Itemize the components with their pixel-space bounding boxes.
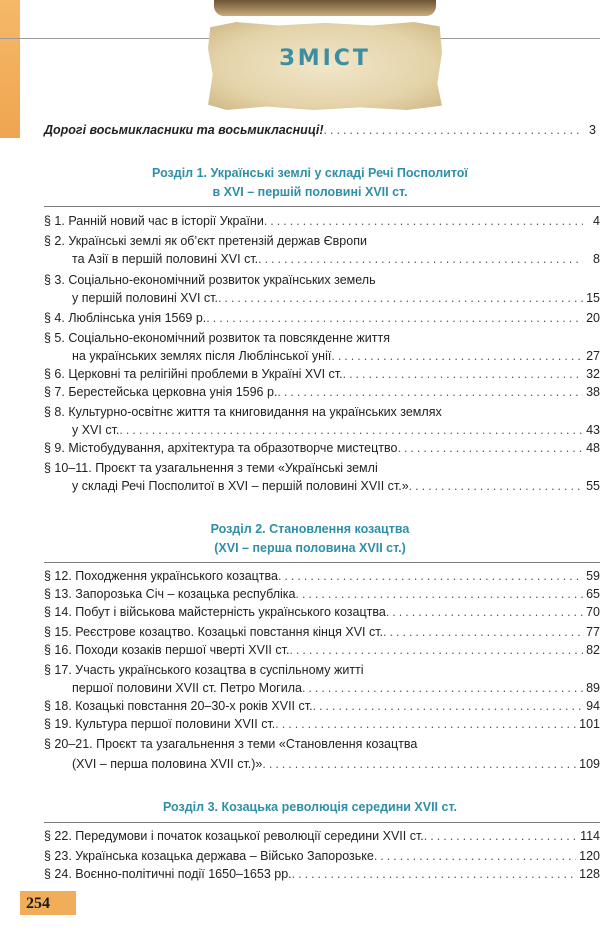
toc-entry-6[interactable]	[44, 366, 600, 382]
toc-entry-intro-title: Дорогі восьмикласники та восьмикласниці!	[44, 123, 324, 137]
toc-entry-page: 109	[579, 757, 600, 771]
section-2-heading-line-2: (XVI – перша половина XVII ст.)	[214, 541, 406, 555]
dot-leader	[331, 348, 583, 364]
toc-entry-title: § 12. Походження українського козацтва	[44, 569, 278, 583]
toc-entry-title: § 18. Козацькі повстання 20–30-х років XVII ст.	[44, 699, 313, 713]
toc-entry-page: 82	[586, 643, 600, 657]
toc-entry-page: 48	[586, 441, 600, 455]
toc-entry-title: § 23. Українська козацька держава – Військо Запорозьке	[44, 849, 374, 863]
toc-entry-page: 77	[586, 625, 600, 639]
toc-entry-5-line-1[interactable]: § 5. Соціально-економічний розвиток та повсякденне життя	[44, 331, 390, 345]
toc-entry-title: § 7. Берестейська церковна унія 1596 р.	[44, 385, 278, 399]
dot-leader	[397, 440, 583, 456]
dot-leader	[119, 422, 583, 438]
dot-leader	[302, 680, 583, 696]
dot-leader	[386, 604, 583, 620]
toc-entry-22[interactable]	[44, 828, 600, 844]
toc-entry-9[interactable]	[44, 440, 600, 456]
section-2-heading-line-1: Розділ 2. Становлення козацтва	[210, 522, 410, 536]
dot-leader	[264, 213, 583, 229]
toc-entry-page: 59	[586, 569, 600, 583]
toc-entry-page: 114	[580, 829, 600, 843]
toc-entry-13[interactable]	[44, 586, 600, 602]
toc-entry-title: § 22. Передумови і початок козацької революції середини XVII ст.	[44, 829, 424, 843]
toc-entry-8[interactable]	[72, 422, 600, 438]
dot-leader	[324, 122, 579, 138]
toc-entry-page: 32	[586, 367, 600, 381]
toc-entry-page: 38	[586, 385, 600, 399]
toc-entry-15[interactable]	[44, 624, 600, 640]
dot-leader	[289, 642, 583, 658]
toc-entry-8-line-1[interactable]: § 8. Культурно-освітнє життя та книговидання на українських землях	[44, 405, 442, 419]
toc-entry-17[interactable]	[72, 680, 600, 696]
section-1-heading-line-2: в XVI – першій половині XVII ст.	[212, 185, 408, 199]
toc-entry-title: та Азії в першій половині XVI ст.	[72, 252, 259, 266]
toc-entry-title: (XVI – перша половина XVII ст.)»	[72, 757, 263, 771]
toc-entry-title: § 15. Реєстрове козацтво. Козацькі повстання кінця XVI ст.	[44, 625, 384, 639]
toc-entry-page: 70	[586, 605, 600, 619]
dot-leader	[275, 716, 576, 732]
toc-entry-page: 15	[586, 291, 600, 305]
toc-entry-10[interactable]	[72, 478, 600, 494]
toc-entry-page: 27	[586, 349, 600, 363]
toc-entry-23[interactable]	[44, 848, 600, 864]
toc-entry-title: на українських землях після Люблінської унії	[72, 349, 332, 363]
toc-entry-3[interactable]	[72, 290, 600, 306]
scroll-roll-decoration	[214, 0, 436, 16]
toc-entry-page: 8	[593, 252, 600, 266]
toc-entry-page: 20	[586, 311, 600, 325]
toc-entry-title: § 19. Культура першої половини XVII ст.	[44, 717, 276, 731]
toc-entry-17-line-1[interactable]: § 17. Участь українського козацтва в суспільному житті	[44, 663, 364, 677]
toc-entry-intro[interactable]	[44, 122, 596, 138]
toc-entry-1[interactable]	[44, 213, 600, 229]
toc-entry-4[interactable]	[44, 310, 600, 326]
toc-entry-title: § 6. Церковні та релігійні проблеми в Україні XVI ст.	[44, 367, 343, 381]
toc-entry-3-line-1[interactable]: § 3. Соціально-економічний розвиток українських земель	[44, 273, 376, 287]
toc-entry-page: 128	[579, 867, 600, 881]
dot-leader	[292, 866, 577, 882]
toc-entry-5[interactable]	[72, 348, 600, 364]
toc-entry-title: у складі Речі Посполитої в XVI – першій половині XVII ст.»	[72, 479, 409, 493]
toc-entry-page: 65	[586, 587, 600, 601]
toc-entry-20-line-1[interactable]: § 20–21. Проєкт та узагальнення з теми «Становлення козацтва	[44, 737, 418, 751]
dot-leader	[313, 698, 583, 714]
toc-entry-18[interactable]	[44, 698, 600, 714]
toc-entry-20[interactable]	[72, 756, 600, 772]
page-title: ЗМІСТ	[279, 46, 371, 71]
toc-entry-title: § 16. Походи козаків першої чверті XVII ст.	[44, 643, 290, 657]
toc-entry-page: 55	[586, 479, 600, 493]
toc-entry-2[interactable]	[72, 251, 600, 267]
toc-entry-14[interactable]	[44, 604, 600, 620]
dot-leader	[277, 384, 583, 400]
toc-entry-7[interactable]	[44, 384, 600, 400]
page-number: 254	[26, 895, 50, 912]
toc-entry-title: першої половини XVII ст. Петро Могила	[72, 681, 302, 695]
toc-entry-page: 4	[593, 214, 600, 228]
toc-entry-title: у XVI ст.	[72, 423, 120, 437]
toc-entry-title: § 1. Ранній новий час в історії України	[44, 214, 264, 228]
toc-entry-title: § 9. Містобудування, архітектура та образотворче мистецтво	[44, 441, 398, 455]
toc-entry-page: 43	[586, 423, 600, 437]
toc-entry-10-line-1[interactable]: § 10–11. Проєкт та узагальнення з теми «Українські землі	[44, 461, 378, 475]
dot-leader	[343, 366, 583, 382]
section-1-separator	[44, 206, 600, 207]
toc-entry-2-line-1[interactable]: § 2. Українські землі як об’єкт претензій держав Європи	[44, 234, 367, 248]
toc-entry-title: у першій половині XVI ст.	[72, 291, 218, 305]
toc-entry-page: 101	[579, 717, 600, 731]
dot-leader	[262, 756, 576, 772]
toc-entry-page: 94	[586, 699, 600, 713]
dot-leader	[278, 568, 583, 584]
section-2-separator	[44, 562, 600, 563]
toc-entry-page: 89	[586, 681, 600, 695]
toc-entry-12[interactable]	[44, 568, 600, 584]
dot-leader	[206, 310, 583, 326]
toc-entry-24[interactable]	[44, 866, 600, 882]
dot-leader	[424, 828, 577, 844]
dot-leader	[374, 848, 576, 864]
toc-entry-16[interactable]	[44, 642, 600, 658]
dot-leader	[218, 290, 583, 306]
toc-entry-title: § 13. Запорозька Січ – козацька республіка	[44, 587, 296, 601]
toc-entry-19[interactable]	[44, 716, 600, 732]
toc-entry-title: § 24. Воєнно-політичні події 1650–1653 рр.	[44, 867, 292, 881]
dot-leader	[296, 586, 583, 602]
toc-entry-page: 120	[579, 849, 600, 863]
section-3-separator	[44, 822, 600, 823]
dot-leader	[258, 251, 583, 267]
toc-entry-title: § 4. Люблінська унія 1569 р.	[44, 311, 207, 325]
dot-leader	[409, 478, 583, 494]
section-1-heading-line-1: Розділ 1. Українські землі у складі Речі Посполитої	[152, 166, 468, 180]
dot-leader	[383, 624, 583, 640]
toc-entry-title: § 14. Побут і військова майстерність українського козацтва	[44, 605, 386, 619]
toc-entry-intro-page: 3	[589, 123, 596, 137]
section-3-heading: Розділ 3. Козацька революція середини XVII ст.	[163, 800, 457, 814]
side-color-strip	[0, 0, 20, 138]
